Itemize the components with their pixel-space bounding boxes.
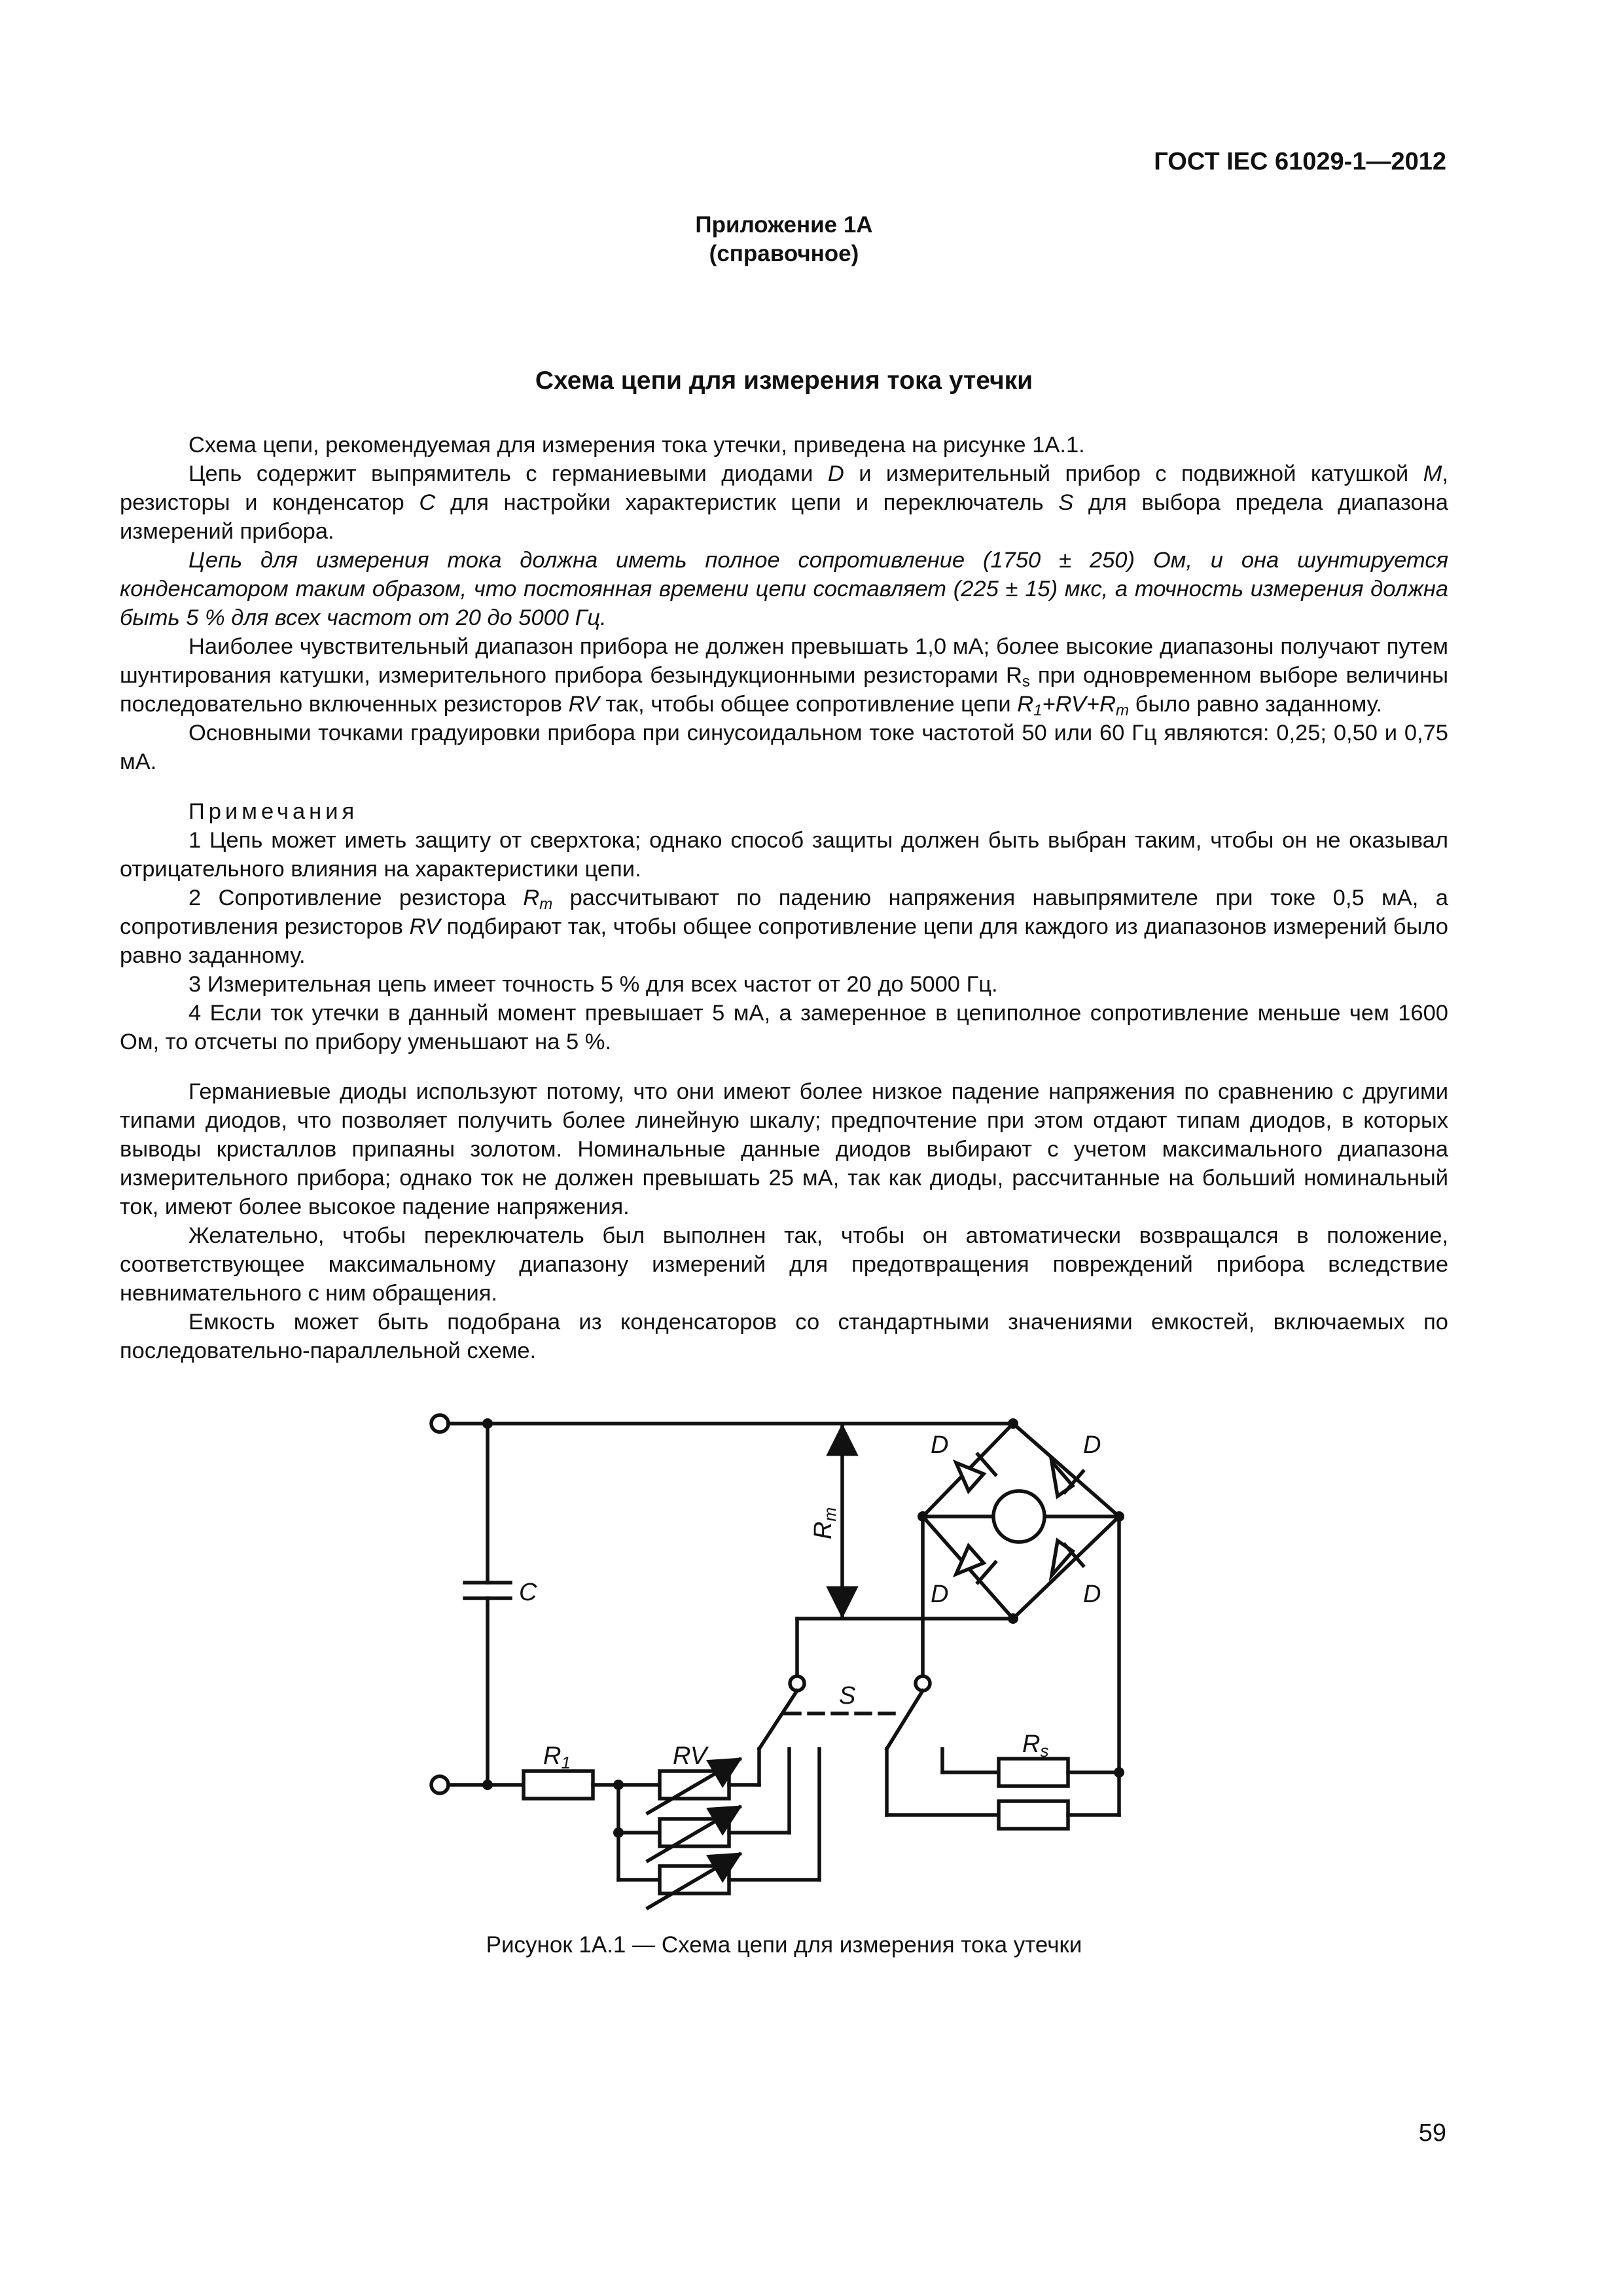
node-dot xyxy=(1008,1418,1018,1429)
resistor-rs-2 xyxy=(999,1801,1068,1829)
paragraph: Наиболее чувствительный диапазон прибора не должен превышать 1,0 мА; более высокие диапазоны получают путем шунтирования катушки, измерительного прибора безындукционными резисторами $R_s$ при одновременном выборе величины последовательно включенных резисторов RV так, чтобы общее сопротивление цепи $R_1+RV+R_m$ было равно заданному. xyxy=(120,634,1448,719)
label-c: C xyxy=(519,1579,537,1606)
label-s: S xyxy=(839,1682,856,1710)
paragraph: Емкость может быть подобрана из конденсаторов со стандартными значениями емкостей, включаемых по последовательно-параллельной схеме. xyxy=(120,1310,1448,1363)
diode-4 xyxy=(1052,1541,1083,1575)
label-d3: D xyxy=(931,1581,949,1608)
node-dot xyxy=(1114,1767,1124,1778)
node-dot xyxy=(482,1780,493,1790)
node-dot xyxy=(613,1780,624,1790)
resistor-rs-1 xyxy=(999,1759,1068,1786)
standard-designation: ГОСТ IEC 61029-1—2012 xyxy=(1154,148,1446,175)
appendix-status: (справочное) xyxy=(709,241,859,266)
paragraph: Цепь содержит выпрямитель с германиевыми диодами D и измерительный прибор с подвижной катушкой M, резисторы и конденсатор C для настройки характеристик цепи и переключатель S для выбора предела диапазона измерений прибора. xyxy=(120,461,1448,544)
meter-m xyxy=(993,1491,1044,1542)
body-text xyxy=(120,431,1448,1365)
paragraph: Основными точками градуировки прибора при синусоидальном токе частотой 50 или 60 Гц являются: 0,25; 0,50 и 0,75 мА. xyxy=(120,721,1448,774)
label-d1: D xyxy=(931,1431,949,1459)
label-rv: RV xyxy=(673,1742,707,1770)
label-r1: R1 xyxy=(543,1742,571,1772)
page-number: 59 xyxy=(1418,2119,1446,2147)
label-d4: D xyxy=(1083,1581,1101,1608)
node-dot xyxy=(482,1418,493,1429)
appendix-heading xyxy=(0,211,1568,268)
terminal-bottom xyxy=(431,1776,448,1793)
notes-title: Примечания xyxy=(188,799,359,824)
note-item: 3 Измерительная цепь имеет точность 5 % для всех частот от 20 до 5000 Гц. xyxy=(188,972,998,997)
label-d2: D xyxy=(1083,1431,1101,1459)
figure-caption: Рисунок 1А.1 — Схема цепи для измерения тока утечки xyxy=(486,1932,1082,1958)
switch-contact-left xyxy=(790,1676,804,1691)
paragraph-italic: Цепь для измерения тока должна иметь полное сопротивление (1750 ± 250) Ом, и она шунтируется конденсатором таким образом, что постоянная времени цепи составляет (225 ± 15) мкс, а точность измерения должна быть 5 % для всех частот от 20 до 5000 Гц. xyxy=(120,548,1448,630)
node-dot xyxy=(1114,1511,1124,1522)
node-dot xyxy=(918,1511,928,1522)
label-rm: Rm xyxy=(810,1507,840,1539)
circuit-diagram xyxy=(0,1374,1623,1911)
note-item: 1 Цепь может иметь защиту от сверхтока; однако способ защиты должен быть выбран таким, чтобы он не оказывал отрицательного влияния на характеристики цепи. xyxy=(120,828,1448,882)
diode-2 xyxy=(1052,1462,1083,1496)
paragraph: Схема цепи, рекомендуемая для измерения тока утечки, приведена на рисунке 1А.1. xyxy=(188,433,1085,457)
label-rs: Rs xyxy=(1022,1731,1049,1761)
note-item: 2 Сопротивление резистора $R_m$ рассчитывают по падению напряжения навыпрямителе при токе 0,5 мА, а сопротивления резисторов RV подбирают так, чтобы общее сопротивление цепи для каждого из диапазонов измерений было равно заданному. xyxy=(120,886,1448,968)
section-title: Схема цепи для измерения тока утечки xyxy=(535,367,1033,395)
paragraph: Германиевые диоды используют потому, что они имеют более низкое падение напряжения по сравнению с другими типами диодов, что позволяет получить более линейную шкалу; предпочтение при этом отдают типам диодов, в которых выводы кристаллов припаяны золотом. Номинальные данные диодов выбирают с учетом максимального диапазона измерительного прибора; однако ток не должен превышать 25 мА, так как диоды, рассчитанные на больший номинальный ток, имеют более высокое падение напряжения. xyxy=(120,1079,1448,1219)
appendix-label: Приложение 1А xyxy=(695,212,873,238)
node-dot xyxy=(613,1827,624,1838)
terminal-top xyxy=(431,1415,448,1432)
resistor-r1 xyxy=(524,1771,593,1799)
switch-contact-right xyxy=(916,1676,930,1691)
note-item: 4 Если ток утечки в данный момент превышает 5 мА, а замеренное в цепиполное сопротивление меньше чем 1600 Ом, то отсчеты по прибору уменьшают на 5 %. xyxy=(120,1001,1448,1054)
paragraph: Желательно, чтобы переключатель был выполнен так, чтобы он автоматически возвращался в положение, соответствующее максимальному диапазону измерений для предотвращения повреждений прибора вследствие невнимательного с ним обращения. xyxy=(120,1223,1448,1306)
node-dot xyxy=(1008,1613,1018,1624)
